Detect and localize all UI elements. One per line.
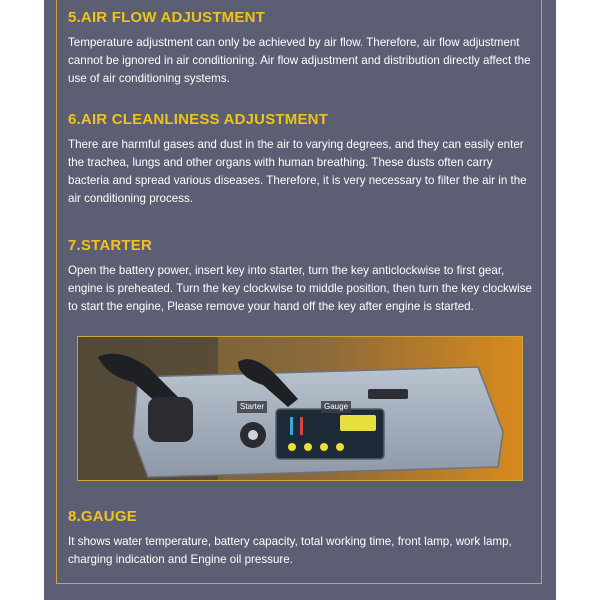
section-air-flow <box>68 8 534 88</box>
section-text: It shows water temperature, battery capacity, total working time, front lamp, work lamp, charging indication and Engine oil pressure. <box>68 535 512 566</box>
gauge-label: Gauge <box>321 401 351 413</box>
section-starter <box>68 236 534 316</box>
section-air-cleanliness <box>68 110 534 208</box>
section-title: 7.STARTER <box>68 237 153 254</box>
control-panel-photo <box>77 336 523 481</box>
section-text: Open the battery power, insert key into starter, turn the key anticlockwise to first gear, engine is preheated. Turn the key clockwise to middle position, then turn the key clockwise to start the engine, Please remove your hand off the key after engine is started. <box>68 264 532 313</box>
section-title: 6.AIR CLEANLINESS ADJUSTMENT <box>68 111 329 128</box>
control-panel-illustration <box>78 337 523 481</box>
section-title: 5.AIR FLOW ADJUSTMENT <box>68 9 265 26</box>
starter-label: Starter <box>237 401 267 413</box>
section-text: There are harmful gases and dust in the air to varying degrees, and they can easily enter the trachea, lungs and other organs with human breathing. These dusts often carry bacteria and spread various diseases. Therefore, it is very necessary to filter the air in the air conditioning process. <box>68 138 527 205</box>
section-gauge <box>68 507 534 569</box>
section-text: Temperature adjustment can only be achieved by air flow. Therefore, air flow adjustment cannot be ignored in air conditioning. Air flow adjustment and distribution directly affect the use of air conditioning systems. <box>68 36 531 85</box>
section-title: 8.GAUGE <box>68 508 137 525</box>
